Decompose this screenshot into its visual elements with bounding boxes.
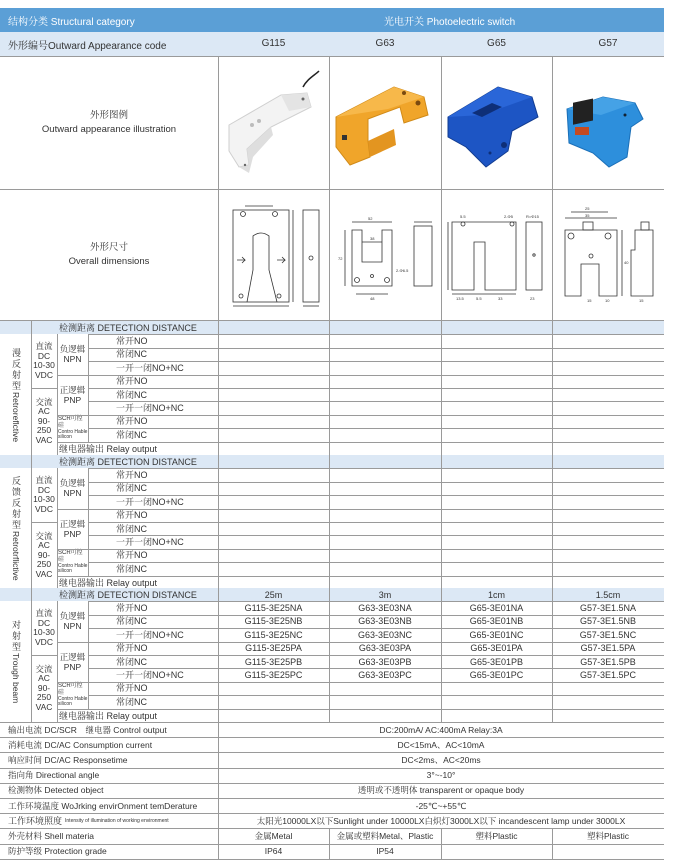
model-number-cell xyxy=(329,549,441,562)
output-type-label: 一开一闭NO+NC xyxy=(116,496,184,507)
spec-label: 检测物体 Detected object xyxy=(8,785,104,796)
ac-voltage-label xyxy=(31,655,57,722)
shell-material-label: 外壳材料 Shell materia xyxy=(8,830,94,841)
model-number-cell: G57-3E1.5PA xyxy=(580,643,636,654)
spec-value: 太阳光10000LX以下Sunlight under 10000LX白炽灯3000LX以下 incandescent lamp under 3000LX xyxy=(256,815,626,826)
appearance-label xyxy=(0,56,218,189)
sensor-type-label xyxy=(0,601,31,722)
output-type-label: 常闭NC xyxy=(116,349,147,360)
model-number-cell xyxy=(552,522,664,535)
ac-label-line: 交流 xyxy=(35,396,53,407)
model-number-cell xyxy=(552,401,664,414)
output-type-label: 常开NO xyxy=(116,416,148,427)
model-number-cell xyxy=(552,334,664,347)
model-code: G57 xyxy=(598,38,618,49)
dc-label-line: 10-30 xyxy=(33,494,55,505)
dimensions-label-en: Overall dimensions xyxy=(68,255,150,267)
dc-label-line: 直流 xyxy=(35,475,53,486)
model-number-cell xyxy=(329,401,441,414)
dc-label-line: DC xyxy=(37,617,51,628)
sensor-type-cn: 对射型 xyxy=(11,620,21,654)
model-number-cell: G65-3E01PA xyxy=(470,643,523,654)
ac-voltage-label xyxy=(31,522,57,589)
output-type-label: 常闭NC xyxy=(116,656,147,667)
ac-label-line: 90- xyxy=(37,415,51,426)
model-number-cell xyxy=(218,509,329,522)
ac-label-line: AC xyxy=(38,673,50,684)
ac-label-line: VAC xyxy=(35,434,53,445)
model-number-cell xyxy=(329,695,441,708)
dc-label-line: 直流 xyxy=(35,341,53,352)
detection-distance-label: 检测距离 DETECTION DISTANCE xyxy=(59,323,197,334)
protection-grade-value: IP64 xyxy=(264,846,283,857)
protection-grade-value xyxy=(552,844,664,859)
technical-drawing-icon xyxy=(330,190,441,320)
detection-distance-value xyxy=(552,321,664,334)
model-number-cell: G65-3E01PB xyxy=(469,656,524,667)
spec-value: 3°~-10° xyxy=(426,770,456,781)
model-number-cell xyxy=(329,682,441,695)
model-number-cell xyxy=(441,495,552,508)
spec-value: DC:200mA/ AC:400mA Relay:3A xyxy=(379,724,503,735)
model-number-cell xyxy=(441,415,552,428)
ac-label-line: AC xyxy=(38,540,50,551)
model-number-cell xyxy=(218,535,329,548)
spec-value: DC<2ms、AC<20ms xyxy=(401,754,481,765)
model-number-cell xyxy=(441,549,552,562)
output-type-label: 常开NO xyxy=(116,376,148,387)
model-number-cell: G115-3E25NB xyxy=(244,616,303,627)
sensor-type-en: Retroreflctive xyxy=(11,391,21,442)
dc-label-line: 直流 xyxy=(35,608,53,619)
pnp-label-line: 正逻辑 xyxy=(59,651,86,662)
output-type-label: 一开一闭NO+NC xyxy=(116,362,184,373)
detection-distance-value xyxy=(329,455,441,468)
detection-distance-value xyxy=(329,321,441,334)
sensor-type-en: Trough beam xyxy=(11,653,21,704)
dc-voltage-label xyxy=(31,334,57,388)
product-image-g63 xyxy=(330,57,441,188)
model-number-cell xyxy=(552,482,664,495)
output-type-label: 常闭NC xyxy=(116,389,147,400)
model-number-cell xyxy=(329,361,441,374)
scr-label-line: silicon xyxy=(58,568,72,575)
detection-distance-value: 1.5cm xyxy=(595,589,621,600)
model-code: G115 xyxy=(261,38,286,49)
output-type-label: 常闭NC xyxy=(116,563,147,574)
svg-text:10: 10 xyxy=(605,298,610,303)
model-number-cell: G115-3E25NC xyxy=(244,629,303,640)
model-number-cell xyxy=(218,495,329,508)
product-image-g115 xyxy=(219,57,329,188)
pnp-logic-label xyxy=(57,509,88,549)
dc-label-line: VDC xyxy=(35,369,53,380)
model-number-cell: G115-3E25PB xyxy=(244,656,303,667)
dimension-drawing-g63 xyxy=(330,190,441,320)
output-type-label: 一开一闭NO+NC xyxy=(116,629,184,640)
ac-voltage-label xyxy=(31,388,57,455)
ac-label-line: 250 xyxy=(36,692,52,703)
code-row-label: 外形编号Outward Appearance code xyxy=(8,40,167,52)
product-image-g57 xyxy=(553,57,664,188)
detection-distance-value: 1cm xyxy=(487,589,505,600)
scr-label-line: SCR可控硅 xyxy=(58,683,83,697)
ac-label-line: VAC xyxy=(35,568,53,579)
spec-label: 输出电流 DC/SCR 继电器 Control output xyxy=(8,724,167,735)
npn-label-line: NPN xyxy=(63,354,82,365)
svg-text:23: 23 xyxy=(530,296,535,301)
spec-label-main: 工作环境照度 xyxy=(8,816,63,827)
spec-value: -25℃~+55℃ xyxy=(415,800,467,811)
output-type-label: 常开NO xyxy=(116,603,148,614)
model-number-cell xyxy=(218,522,329,535)
model-number-cell xyxy=(441,695,552,708)
ac-label-line: 250 xyxy=(36,559,52,570)
dc-label-line: DC xyxy=(37,350,51,361)
model-number-cell xyxy=(329,509,441,522)
dc-voltage-label xyxy=(31,468,57,522)
output-type-label: 一开一闭NO+NC xyxy=(116,537,184,548)
protection-grade-value xyxy=(441,844,552,859)
model-number-cell xyxy=(329,375,441,388)
pnp-label-line: PNP xyxy=(63,661,82,672)
scr-label-line: Contro Hable xyxy=(58,563,88,570)
svg-text:33: 33 xyxy=(498,296,503,301)
scr-label-line: SCR可控硅 xyxy=(58,550,83,564)
output-type-label: 常闭NC xyxy=(116,696,147,707)
model-number-cell: G57-3E1.5NC xyxy=(579,629,637,640)
sensor-type-en: Retrotrflictive xyxy=(11,531,21,581)
ac-label-line: 90- xyxy=(37,549,51,560)
detection-distance-value xyxy=(218,455,329,468)
detection-distance-value xyxy=(441,455,552,468)
dc-label-line: 10-30 xyxy=(33,627,55,638)
npn-label-line: NPN xyxy=(63,621,82,632)
detection-distance-value xyxy=(552,455,664,468)
model-number-cell: G57-3E1.5NB xyxy=(579,616,637,627)
model-number-cell xyxy=(552,562,664,575)
technical-drawing-icon xyxy=(442,190,552,320)
spec-label: 指向角 Directional angle xyxy=(8,770,100,781)
u-sensor-icon xyxy=(442,57,552,188)
model-number-cell: G65-3E01NA xyxy=(469,603,524,614)
npn-label-line: 负逻辑 xyxy=(59,611,86,622)
pnp-label-line: PNP xyxy=(63,394,82,405)
model-number-cell: G115-3E25PA xyxy=(245,643,302,654)
model-number-cell xyxy=(329,348,441,361)
scr-label-line: Contro Hable xyxy=(58,429,88,436)
spec-label: 消耗电流 DC/AC Consumption current xyxy=(8,739,153,750)
ac-label-line: 交流 xyxy=(35,530,53,541)
model-number-cell xyxy=(552,375,664,388)
model-number-cell xyxy=(329,522,441,535)
model-number-cell xyxy=(552,549,664,562)
model-number-cell: G65-3E01NB xyxy=(469,616,524,627)
model-number-cell: G63-3E03PC xyxy=(358,670,412,681)
model-number-cell xyxy=(441,562,552,575)
appearance-label-en: Outward appearance illustration xyxy=(41,123,177,135)
model-number-cell xyxy=(218,549,329,562)
svg-text:2-Φ5: 2-Φ5 xyxy=(504,214,513,219)
output-type-label: 常开NO xyxy=(116,470,148,481)
detection-distance-label: 检测距离 DETECTION DISTANCE xyxy=(59,590,197,601)
svg-text:35: 35 xyxy=(585,213,590,218)
model-number-cell xyxy=(441,535,552,548)
model-number-cell xyxy=(329,562,441,575)
model-number-cell xyxy=(218,348,329,361)
svg-text:5.5: 5.5 xyxy=(476,296,482,301)
model-number-cell xyxy=(552,682,664,695)
dimensions-label xyxy=(0,189,218,320)
svg-text:25: 25 xyxy=(585,206,590,211)
model-number-cell xyxy=(552,468,664,481)
ac-label-line: 90- xyxy=(37,682,51,693)
model-number-cell xyxy=(218,695,329,708)
detection-distance-value xyxy=(218,321,329,334)
output-type-label: 常闭NC xyxy=(116,429,147,440)
dimension-drawing-g115 xyxy=(219,190,329,320)
ac-label-line: 交流 xyxy=(35,663,53,674)
detection-distance-label: 检测距离 DETECTION DISTANCE xyxy=(59,457,197,468)
scr-label xyxy=(57,682,88,709)
spec-label: 工作环境温度 WoJrking envirOnment temDerature xyxy=(8,800,198,811)
model-number-cell: G63-3E03PA xyxy=(358,643,412,654)
model-number-cell xyxy=(441,361,552,374)
scr-label-line: silicon xyxy=(58,434,72,441)
npn-logic-label xyxy=(57,601,88,641)
sensor-type-cn: 漫反射型 xyxy=(11,347,21,392)
shell-material-value: 塑料Plastic xyxy=(475,830,518,841)
model-number-cell: G115-3E25PC xyxy=(244,670,303,681)
model-number-cell: G57-3E1.5PB xyxy=(580,656,636,667)
detection-distance-value: 25m xyxy=(264,589,283,600)
model-number-cell xyxy=(441,334,552,347)
model-number-cell xyxy=(552,495,664,508)
model-number-cell xyxy=(552,415,664,428)
npn-label-line: 负逻辑 xyxy=(59,344,86,355)
model-number-cell xyxy=(552,361,664,374)
technical-drawing-icon xyxy=(553,190,664,320)
relay-output-label: 继电器输出 Relay output xyxy=(59,710,158,721)
svg-text:40: 40 xyxy=(624,260,629,265)
model-number-cell xyxy=(441,509,552,522)
model-number-cell xyxy=(329,495,441,508)
npn-label-line: 负逻辑 xyxy=(59,478,86,489)
dimensions-label-cn: 外形尺寸 xyxy=(89,241,128,253)
scr-label xyxy=(57,415,88,442)
ac-label-line: 250 xyxy=(36,425,52,436)
model-number-cell: G63-3E03NA xyxy=(358,603,412,614)
model-number-cell xyxy=(329,388,441,401)
dimension-drawing-g65 xyxy=(442,190,552,320)
shell-material-value: 塑料Plastic xyxy=(586,830,630,841)
detection-distance-value: 3m xyxy=(378,589,392,600)
table-header xyxy=(0,8,664,32)
product-type-label: 光电开关 Photoelectric switch xyxy=(384,16,516,28)
output-type-label: 常闭NC xyxy=(116,523,147,534)
output-type-label: 常闭NC xyxy=(116,616,147,627)
model-number-cell xyxy=(552,695,664,708)
spec-label: 响应时间 DC/AC Responsetime xyxy=(8,754,128,765)
model-number-cell xyxy=(218,482,329,495)
output-type-label: 一开一闭NO+NC xyxy=(116,403,184,414)
model-number-cell xyxy=(441,522,552,535)
svg-text:13.5: 13.5 xyxy=(456,296,464,301)
model-code: G63 xyxy=(375,38,395,49)
scr-label-line: SCR可控硅 xyxy=(58,416,83,430)
output-type-label: 一开一闭NO+NC xyxy=(116,670,184,681)
model-number-cell xyxy=(441,482,552,495)
u-sensor-icon xyxy=(330,57,441,188)
scr-label-line: silicon xyxy=(58,701,72,708)
model-number-cell: G57-3E1.5PC xyxy=(579,670,637,681)
pnp-label-line: 正逻辑 xyxy=(59,384,86,395)
ac-label-line: VAC xyxy=(35,701,53,712)
model-number-cell xyxy=(329,468,441,481)
model-number-cell xyxy=(441,348,552,361)
model-number-cell xyxy=(218,361,329,374)
model-number-cell xyxy=(329,415,441,428)
model-number-cell: G63-3E03NB xyxy=(358,616,412,627)
model-number-cell xyxy=(329,428,441,441)
svg-text:R=Φ15: R=Φ15 xyxy=(526,214,539,219)
dc-label-line: DC xyxy=(37,484,51,495)
model-number-cell xyxy=(218,415,329,428)
protection-grade-value: IP54 xyxy=(376,846,394,857)
model-number-cell xyxy=(218,334,329,347)
model-number-cell xyxy=(218,401,329,414)
model-number-cell xyxy=(552,535,664,548)
spec-value: 透明或不透明体 transparent or opaque body xyxy=(357,785,525,796)
svg-text:15: 15 xyxy=(639,298,644,303)
appearance-label-cn: 外形图例 xyxy=(89,109,128,121)
model-number-cell xyxy=(218,375,329,388)
model-number-cell xyxy=(552,388,664,401)
model-number-cell: G65-3E01NC xyxy=(469,629,524,640)
spec-value: DC<15mA、AC<10mA xyxy=(397,739,485,750)
npn-logic-label xyxy=(57,468,88,508)
svg-text:15: 15 xyxy=(587,298,592,303)
ac-label-line: AC xyxy=(38,406,50,417)
pnp-logic-label xyxy=(57,642,88,682)
npn-label-line: NPN xyxy=(63,488,82,499)
model-number-cell xyxy=(552,509,664,522)
model-number-cell xyxy=(329,334,441,347)
dc-label-line: VDC xyxy=(35,636,53,647)
output-type-label: 常开NO xyxy=(116,683,148,694)
dc-voltage-label xyxy=(31,601,57,655)
pnp-label-line: 正逻辑 xyxy=(59,518,86,529)
pnp-logic-label xyxy=(57,375,88,415)
model-number-cell: G63-3E03PB xyxy=(358,656,412,667)
shell-material-value: 金属或塑料Metal、Plastic xyxy=(336,830,434,841)
model-number-cell xyxy=(441,428,552,441)
relay-output-label: 继电器输出 Relay output xyxy=(59,577,158,588)
svg-text:5.5: 5.5 xyxy=(460,214,466,219)
output-type-label: 常开NO xyxy=(116,510,148,521)
output-type-label: 常开NO xyxy=(116,550,148,561)
u-sensor-icon xyxy=(553,57,664,188)
model-number-cell xyxy=(218,468,329,481)
model-number-cell: G57-3E1.5NA xyxy=(579,603,637,614)
model-number-cell xyxy=(441,401,552,414)
svg-text:48: 48 xyxy=(370,296,375,301)
spec-label xyxy=(0,813,218,828)
product-image-g65 xyxy=(442,57,552,188)
model-number-cell xyxy=(441,375,552,388)
svg-text:72: 72 xyxy=(338,256,343,261)
technical-drawing-icon xyxy=(219,190,329,320)
model-number-cell xyxy=(218,388,329,401)
model-number-cell xyxy=(329,482,441,495)
model-number-cell: G115-3E25NA xyxy=(244,603,303,614)
scr-label xyxy=(57,549,88,576)
model-number-cell: G65-3E01PC xyxy=(469,670,524,681)
model-number-cell xyxy=(552,348,664,361)
spec-label-small: Intensity of illumination of working environment xyxy=(65,817,169,824)
output-type-label: 常开NO xyxy=(116,643,148,654)
model-number-cell xyxy=(329,535,441,548)
detection-distance-value xyxy=(441,321,552,334)
model-number-cell xyxy=(218,682,329,695)
dc-label-line: VDC xyxy=(35,503,53,514)
shell-material-value: 金属Metal xyxy=(254,830,293,841)
sensor-type-cn: 反馈反射型 xyxy=(11,476,21,532)
model-number-cell: G63-3E03NC xyxy=(357,629,413,640)
category-label: 结构分类 Structural category xyxy=(8,16,135,28)
svg-text:38: 38 xyxy=(370,236,375,241)
sensor-type-label xyxy=(0,334,31,455)
model-number-cell xyxy=(441,468,552,481)
scr-label-line: Contro Hable xyxy=(58,696,88,703)
sensor-type-label xyxy=(0,468,31,589)
model-number-cell xyxy=(218,428,329,441)
model-number-cell xyxy=(218,562,329,575)
svg-text:2-Φ6.5: 2-Φ6.5 xyxy=(396,268,409,273)
svg-text:52: 52 xyxy=(368,216,373,221)
relay-output-label: 继电器输出 Relay output xyxy=(59,443,158,454)
model-number-cell xyxy=(441,682,552,695)
model-number-cell xyxy=(552,428,664,441)
npn-logic-label xyxy=(57,334,88,374)
protection-grade-label: 防护等级 Protection grade xyxy=(8,846,107,857)
model-number-cell xyxy=(441,388,552,401)
output-type-label: 常开NO xyxy=(116,336,148,347)
dc-label-line: 10-30 xyxy=(33,360,55,371)
model-code: G65 xyxy=(487,38,506,49)
dimension-drawing-g57 xyxy=(553,190,664,320)
output-type-label: 常闭NC xyxy=(116,483,147,494)
u-sensor-icon xyxy=(219,57,329,188)
pnp-label-line: PNP xyxy=(63,528,82,539)
